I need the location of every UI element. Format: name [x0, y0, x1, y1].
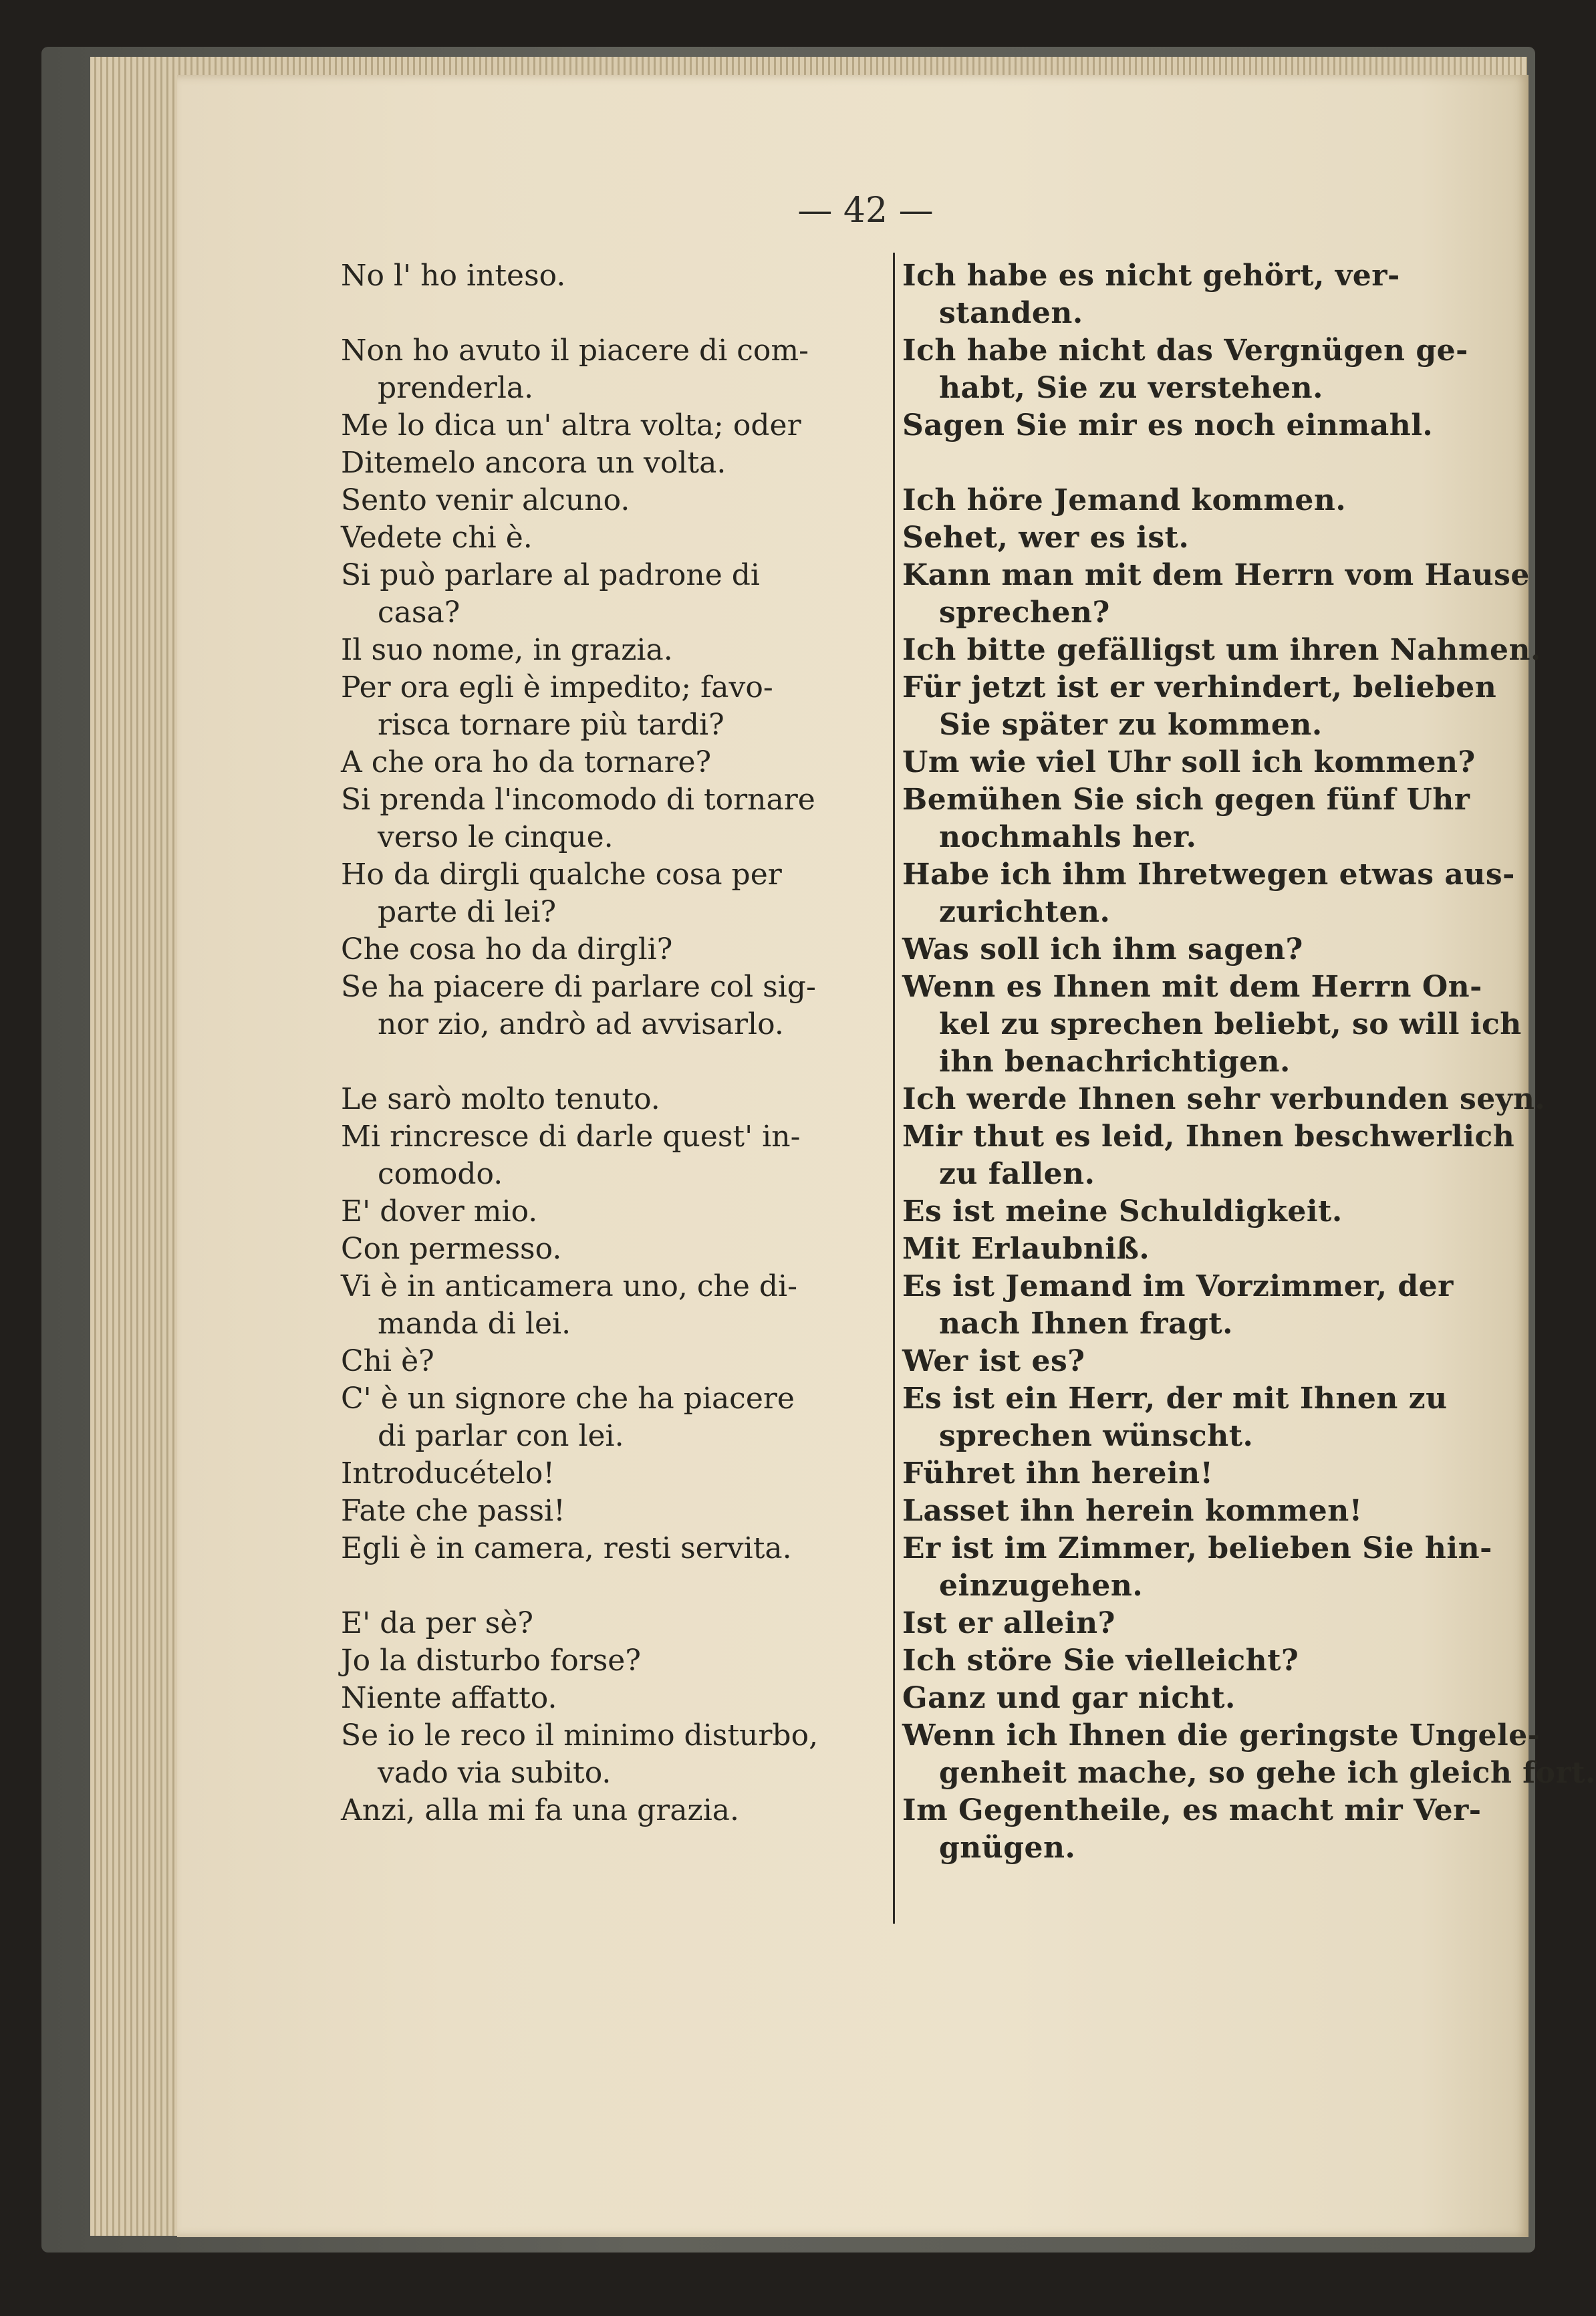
italian-line: Il suo nome, in grazia.	[341, 633, 673, 667]
italian-line: E' da per sè?	[341, 1606, 534, 1640]
german-line: standen.	[939, 296, 1083, 330]
german-line: zu fallen.	[939, 1157, 1095, 1191]
italian-line: Non ho avuto il piacere di com-	[341, 334, 809, 368]
italian-line: Anzi, alla mi fa una grazia.	[341, 1793, 740, 1827]
italian-line: Ho da dirgli qualche cosa per	[341, 858, 782, 892]
german-line: Um wie viel Uhr soll ich kommen?	[902, 745, 1476, 779]
german-line: Er ist im Zimmer, belieben Sie hin-	[902, 1531, 1492, 1565]
german-line: Ich störe Sie vielleicht?	[902, 1644, 1299, 1678]
german-line: Ich habe nicht das Vergnügen ge-	[902, 334, 1468, 368]
italian-line: casa?	[378, 596, 460, 630]
german-line: Was soll ich ihm sagen?	[902, 932, 1303, 967]
german-line: Es ist meine Schuldigkeit.	[902, 1194, 1343, 1229]
italian-column	[341, 257, 889, 1829]
italian-line: verso le cinque.	[378, 820, 614, 854]
italian-line	[341, 1043, 889, 1081]
italian-line: Jo la disturbo forse?	[341, 1644, 641, 1678]
italian-line: Egli è in camera, resti servita.	[341, 1531, 792, 1565]
italian-line: Con permesso.	[341, 1232, 562, 1266]
german-line: genheit mache, so gehe ich gleich fort.	[939, 1756, 1596, 1790]
italian-line	[341, 1567, 889, 1605]
german-line: zurichten.	[939, 895, 1111, 929]
italian-line: Vi è in anticamera uno, che di-	[341, 1269, 797, 1303]
german-line: Lasset ihn herein kommen!	[902, 1494, 1363, 1528]
italian-line: comodo.	[378, 1157, 503, 1191]
german-line: Sie später zu kommen.	[939, 708, 1323, 742]
italian-line: risca tornare più tardi?	[378, 708, 724, 742]
italian-line: Sento venir alcuno.	[341, 483, 630, 517]
italian-line: Chi è?	[341, 1344, 434, 1378]
german-line: Kann man mit dem Herrn vom Hause	[902, 558, 1530, 592]
german-line: sprechen?	[939, 596, 1110, 630]
italian-line: A che ora ho da tornare?	[341, 745, 712, 779]
german-line: Ganz und gar nicht.	[902, 1681, 1236, 1715]
italian-line: di parlar con lei.	[378, 1419, 624, 1453]
italian-line	[341, 295, 889, 332]
german-line: ihn benachrichtigen.	[939, 1045, 1291, 1079]
german-line: Bemühen Sie sich gegen fünf Uhr	[902, 783, 1470, 817]
italian-line: No l' ho inteso.	[341, 259, 566, 293]
german-line: Ich habe es nicht gehört, ver-	[902, 259, 1400, 293]
german-line: Sagen Sie mir es noch einmahl.	[902, 408, 1434, 442]
german-line: Wer ist es?	[902, 1344, 1085, 1378]
german-line: gnügen.	[939, 1831, 1076, 1865]
german-line: nach Ihnen fragt.	[939, 1307, 1233, 1341]
german-line: einzugehen.	[939, 1569, 1144, 1603]
german-line: Im Gegentheile, es macht mir Ver-	[902, 1793, 1482, 1827]
italian-line: vado via subito.	[378, 1756, 612, 1790]
column-divider	[893, 253, 895, 1924]
german-line: Führet ihn herein!	[902, 1456, 1214, 1491]
italian-line: Mi rincresce di darle quest' in-	[341, 1120, 801, 1154]
german-line: nochmahls her.	[939, 820, 1197, 854]
italian-line: Si può parlare al padrone di	[341, 558, 760, 592]
german-line: Es ist Jemand im Vorzimmer, der	[902, 1269, 1454, 1303]
page-number: — 42 —	[797, 190, 934, 231]
german-line: habt, Sie zu verstehen.	[939, 371, 1323, 405]
italian-line: prenderla.	[378, 371, 534, 405]
german-line: kel zu sprechen beliebt, so will ich	[939, 1007, 1522, 1041]
german-line: sprechen wünscht.	[939, 1419, 1254, 1453]
italian-line: Se io le reco il minimo disturbo,	[341, 1718, 819, 1753]
german-line: Ist er allein?	[902, 1606, 1115, 1640]
italian-line: Che cosa ho da dirgli?	[341, 932, 673, 967]
german-line: Wenn es Ihnen mit dem Herrn On-	[902, 970, 1482, 1004]
german-line: Ich bitte gefälligst um ihren Nahmen.	[902, 633, 1541, 667]
german-line	[902, 444, 1457, 482]
italian-line: Le sarò molto tenuto.	[341, 1082, 660, 1116]
italian-line: Fate che passi!	[341, 1494, 565, 1528]
german-line: Sehet, wer es ist.	[902, 521, 1190, 555]
italian-line: Se ha piacere di parlare col sig-	[341, 970, 816, 1004]
italian-line: Niente affatto.	[341, 1681, 557, 1715]
italian-line: C' è un signore che ha piacere	[341, 1382, 795, 1416]
german-line: Für jetzt ist er verhindert, belieben	[902, 670, 1497, 704]
german-line: Es ist ein Herr, der mit Ihnen zu	[902, 1382, 1448, 1416]
german-line: Wenn ich Ihnen die geringste Ungele-	[902, 1718, 1541, 1753]
italian-line: E' dover mio.	[341, 1194, 538, 1229]
italian-line: Per ora egli è impedito; favo-	[341, 670, 773, 704]
german-line: Habe ich ihm Ihretwegen etwas aus-	[902, 858, 1515, 892]
italian-line: parte di lei?	[378, 895, 557, 929]
italian-line: Introducételo!	[341, 1456, 555, 1491]
italian-line: Me lo dica un' altra volta; oder	[341, 408, 801, 442]
german-column	[902, 257, 1596, 1867]
german-line: Mir thut es leid, Ihnen beschwerlich	[902, 1120, 1515, 1154]
german-line: Mit Erlaubniß.	[902, 1232, 1150, 1266]
italian-line: Vedete chi è.	[341, 521, 533, 555]
german-line: Ich höre Jemand kommen.	[902, 483, 1347, 517]
italian-line: nor zio, andrò ad avvisarlo.	[378, 1007, 784, 1041]
italian-line: Ditemelo ancora un volta.	[341, 446, 726, 480]
italian-line: manda di lei.	[378, 1307, 571, 1341]
german-line: Ich werde Ihnen sehr verbunden seyn.	[902, 1082, 1546, 1116]
italian-line: Si prenda l'incomodo di tornare	[341, 783, 815, 817]
